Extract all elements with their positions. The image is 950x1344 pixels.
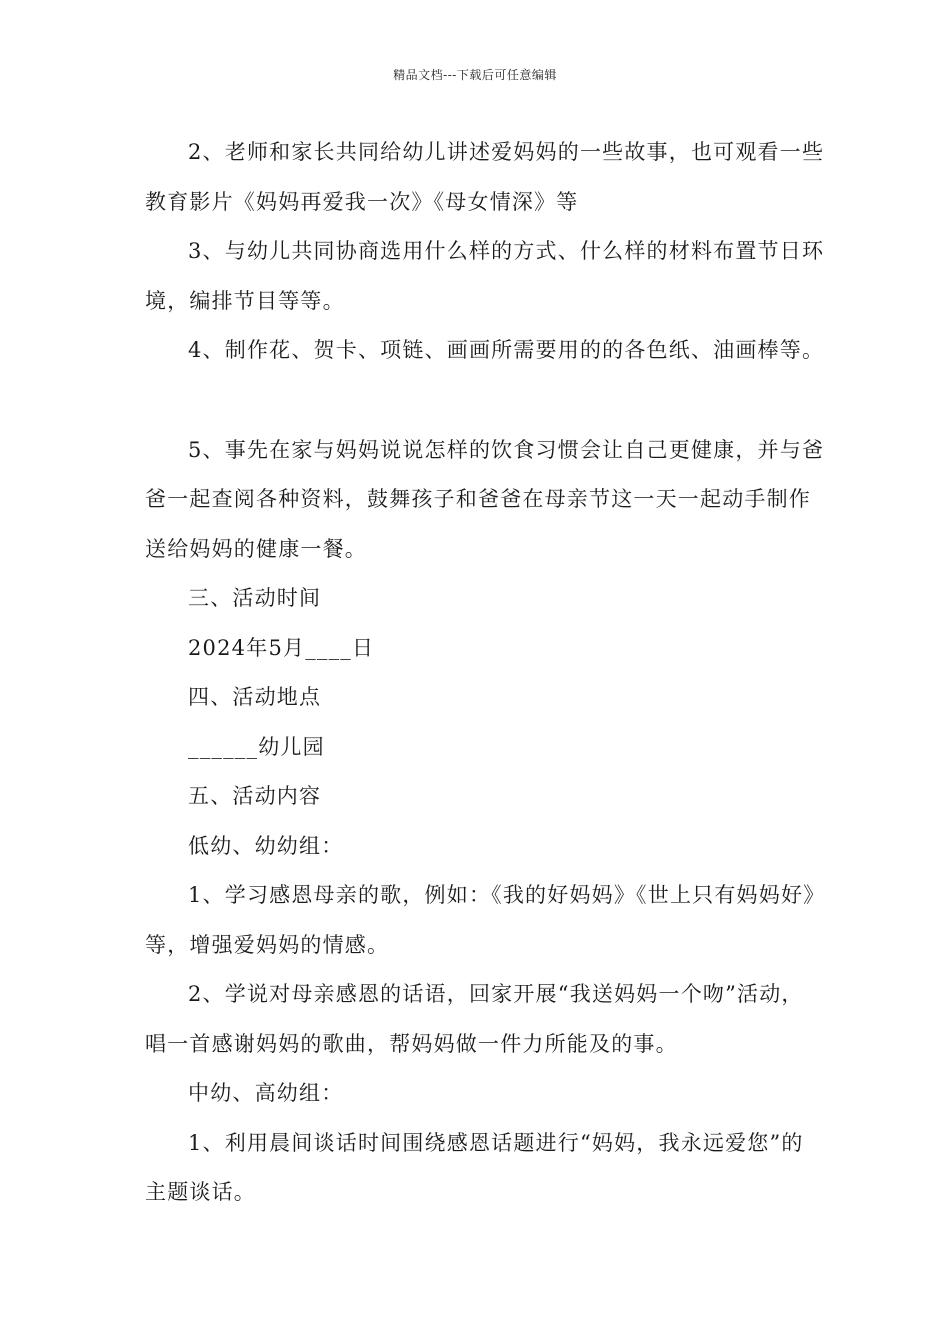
section-heading-content: 五、活动内容 — [188, 784, 322, 808]
activity-location: ______幼儿园 — [188, 734, 325, 759]
paragraph-senior-1: 1、利用晨间谈话时间围绕感恩话题进行“妈妈，我永远爱您”的主题谈话。 — [145, 1130, 804, 1204]
document-body — [145, 128, 825, 1218]
section-heading-time: 三、活动时间 — [188, 586, 322, 610]
group-heading-senior: 中幼、高幼组： — [188, 1081, 344, 1105]
group-heading-junior: 低幼、幼幼组： — [188, 833, 344, 858]
paragraph-junior-1: 1、学习感恩母亲的歌，例如：《我的好妈妈》《世上只有妈妈好》等，增强爱妈妈的情感。 — [145, 883, 815, 957]
paragraph-prep-4: 4、制作花、贺卡、项链、画画所需要用的的各色纸、油画棒等。 — [188, 338, 825, 362]
paragraph-prep-2: 2、老师和家长共同给幼儿讲述爱妈妈的一些故事，也可观看一些教育影片《妈妈再爱我一次》《母女情深》等 — [145, 140, 825, 214]
blank-line — [145, 376, 825, 426]
page-header: 精品文档---下载后可任意编辑 — [393, 68, 557, 82]
paragraph-prep-3: 3、与幼儿共同协商选用什么样的方式、什么样的材料布置节日环境，编排节目等等。 — [145, 239, 825, 313]
activity-date: 2024年5月____日 — [188, 635, 375, 660]
paragraph-prep-5: 5、事先在家与妈妈说说怎样的饮食习惯会让自己更健康，并与爸爸一起查阅各种资料，鼓舞孩子和爸爸在母亲节这一天一起动手制作送给妈妈的健康一餐。 — [145, 437, 825, 561]
paragraph-junior-2: 2、学说对母亲感恩的话语，回家开展“我送妈妈一个吻”活动，唱一首感谢妈妈的歌曲，帮妈妈做一件力所能及的事。 — [145, 982, 804, 1056]
section-heading-location: 四、活动地点 — [188, 685, 322, 709]
